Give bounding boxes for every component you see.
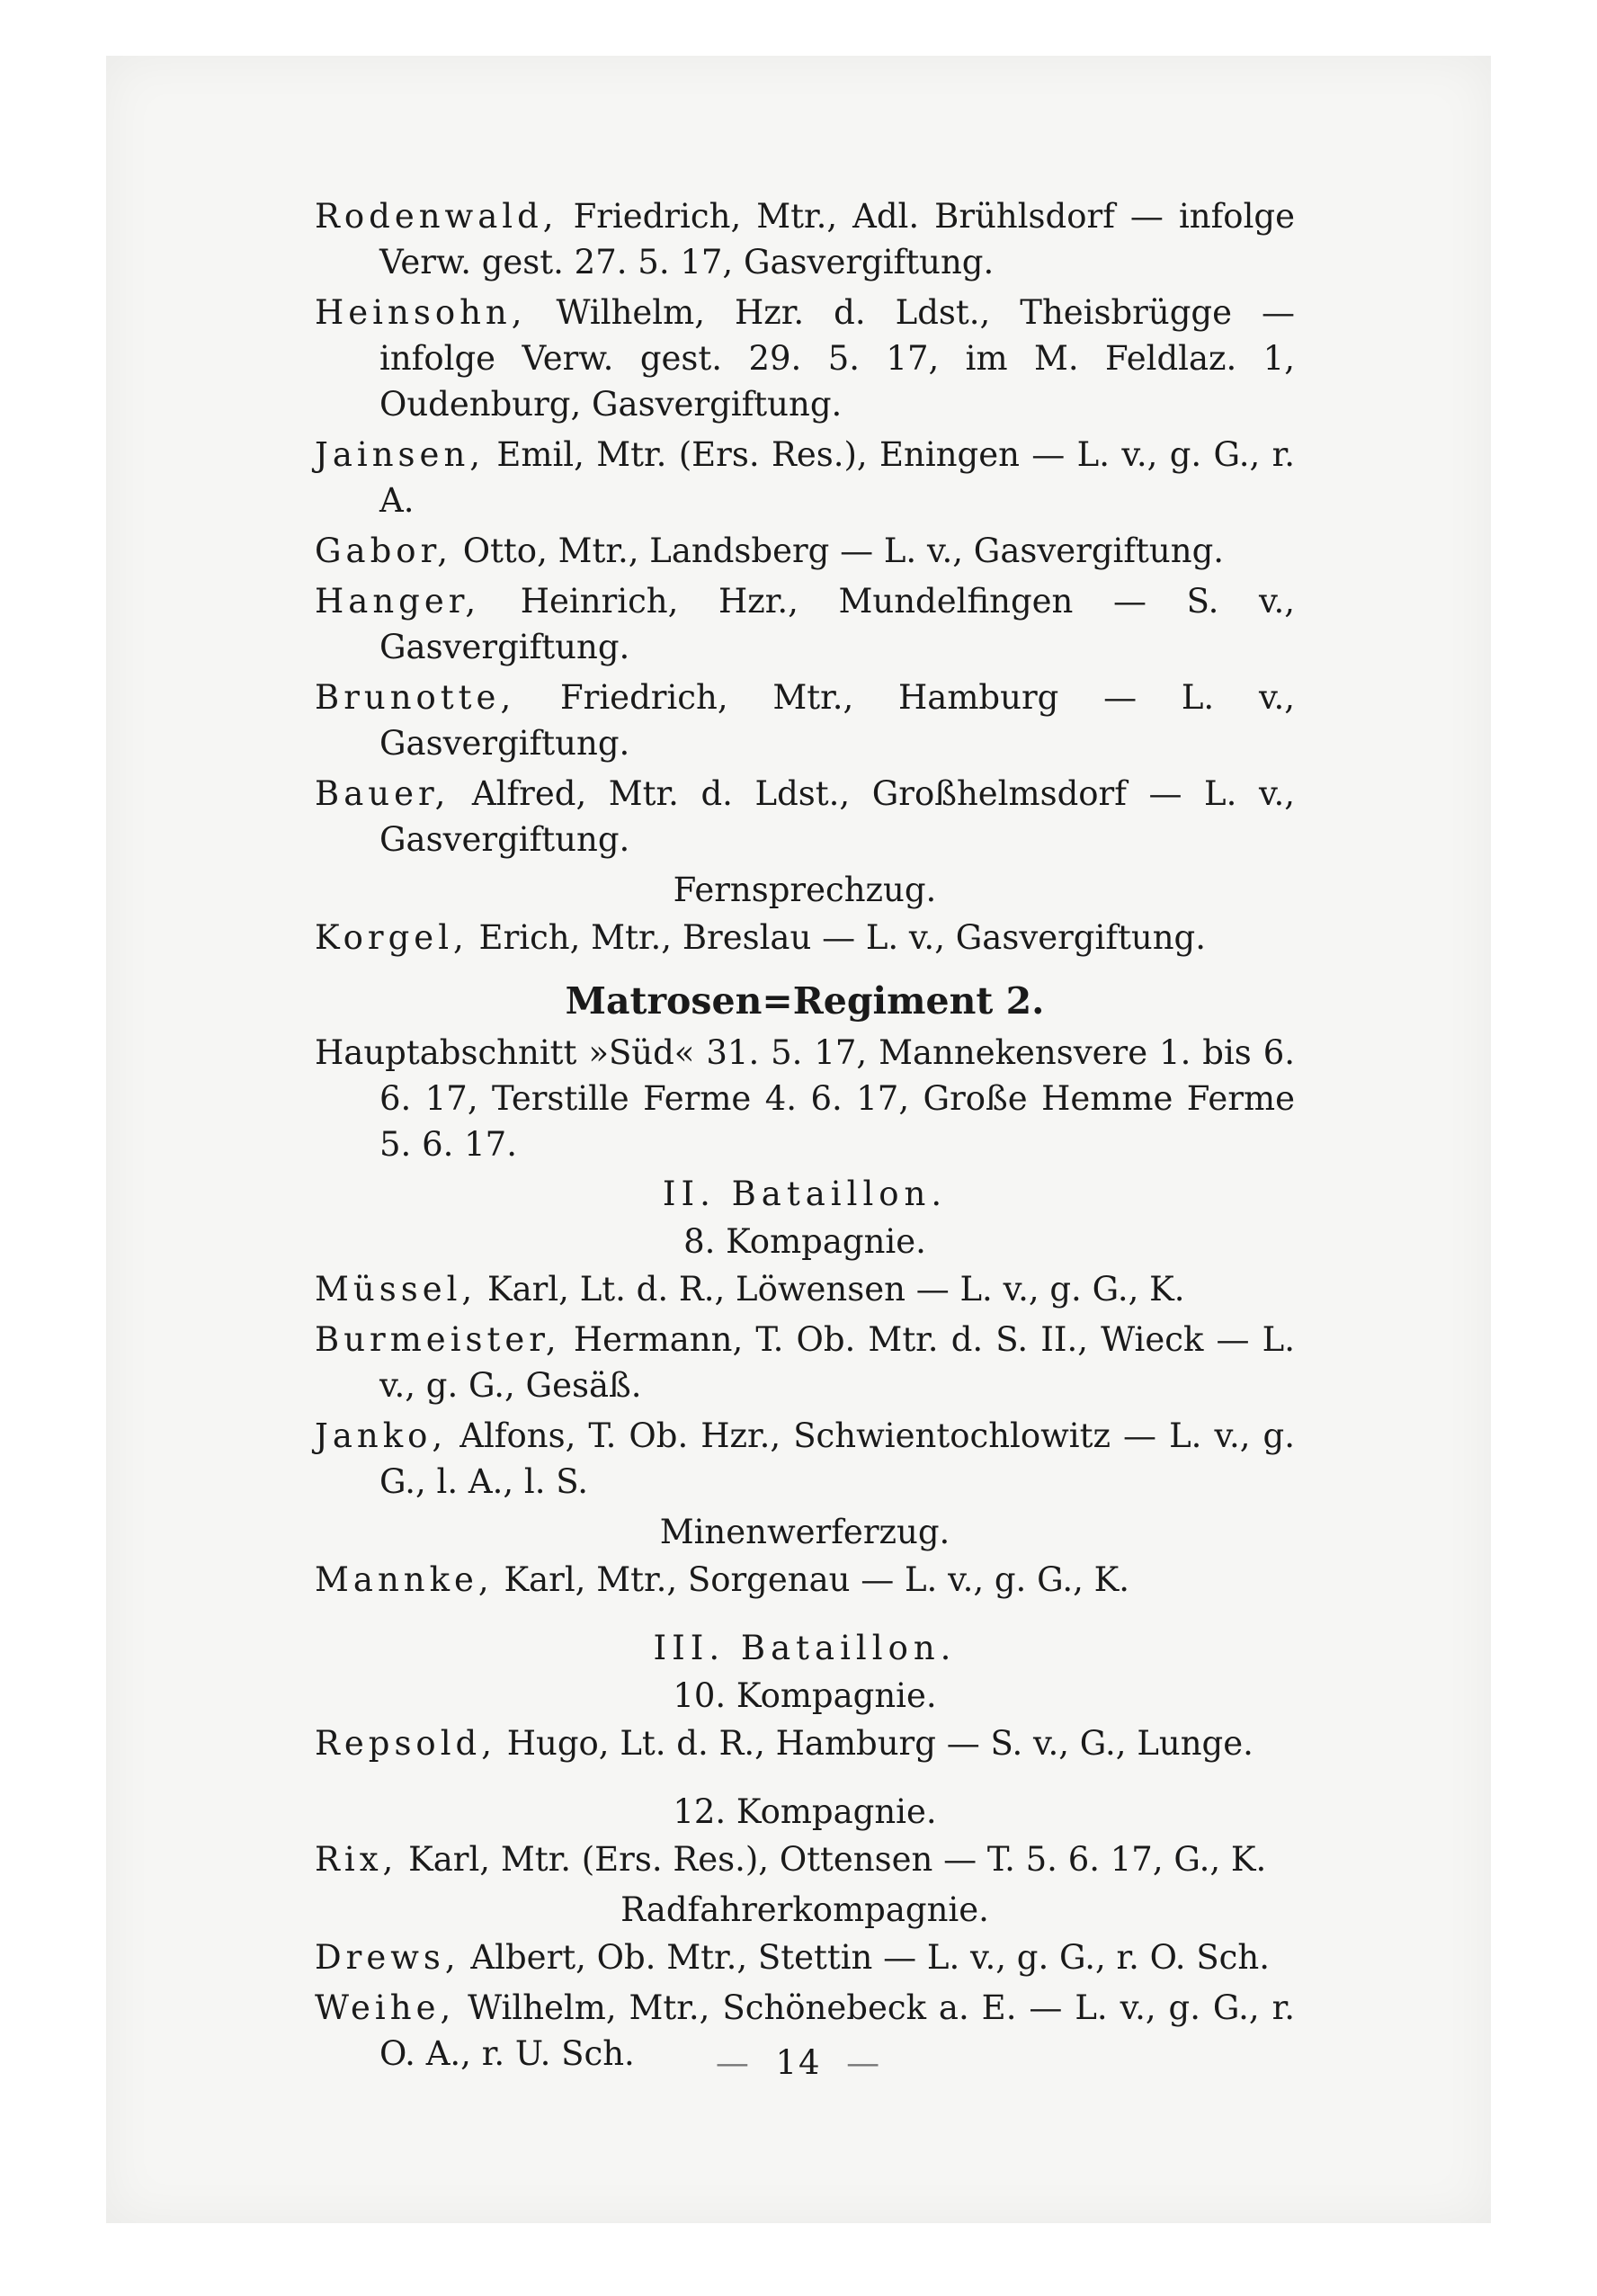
entry-surname: Rix, <box>315 1840 398 1879</box>
entry-surname: Hanger, <box>315 582 481 621</box>
page-number-footer <box>0 2043 1597 2082</box>
section-heading-minenwerferzug: Minenwerferzug. <box>659 1513 950 1551</box>
entry-details: Otto, Mtr., Landsberg — L. v., Gasvergiftung. <box>451 532 1225 570</box>
entry-details: Albert, Ob. Mtr., Stettin — L. v., g. G., r. O. Sch. <box>459 1938 1270 1977</box>
entry-surname: Weihe, <box>315 1988 456 2027</box>
entry-details: Hermann, T. Ob. Mtr. d. S. II., Wieck — L. v., g. G., Gesäß. <box>379 1320 1295 1405</box>
entry-surname: Drews, <box>315 1938 460 1977</box>
entry-details: Heinrich, Hzr., Mundelfingen — S. v., Gasvergiftung. <box>379 582 1295 666</box>
entry-details: Wilhelm, Mtr., Schönebeck a. E. — L. v., g. G., r. O. A., r. U. Sch. <box>379 1988 1295 2073</box>
casualty-entry <box>315 675 1295 766</box>
entry-surname: Heinsohn, <box>315 293 527 332</box>
entry-surname: Müssel, <box>315 1270 477 1309</box>
entry-details: Alfons, T. Ob. Hzr., Schwientochlowitz — L. v., g. G., l. A., l. S. <box>379 1416 1295 1501</box>
casualty-entry <box>315 1557 1295 1603</box>
section-heading-fernsprechzug: Fernsprechzug. <box>673 871 937 909</box>
casualty-entry <box>315 1317 1295 1408</box>
casualty-entry <box>315 915 1295 960</box>
entry-details: Hugo, Lt. d. R., Hamburg — S. v., G., Lunge. <box>495 1724 1254 1763</box>
casualty-entry <box>315 290 1295 427</box>
entry-surname: Bauer, <box>315 774 451 813</box>
regiment-heading: Matrosen=Regiment 2. <box>565 979 1045 1023</box>
casualty-entry <box>315 1720 1295 1766</box>
entry-details: Wilhelm, Hzr. d. Ldst., Theisbrügge — infolge Verw. gest. 29. 5. 17, im M. Feldlaz. 1, Oudenburg, Gasvergiftung. <box>379 293 1295 424</box>
entry-surname: Gabor, <box>315 532 452 570</box>
entry-details: Karl, Mtr., Sorgenau — L. v., g. G., K. <box>493 1560 1130 1599</box>
casualty-entry <box>315 1266 1295 1312</box>
page-number-dash-left: — <box>715 2043 751 2082</box>
entry-details: Emil, Mtr. (Ers. Res.), Eningen — L. v., g. G., r. A. <box>379 435 1295 520</box>
entry-surname: Korgel, <box>315 918 468 957</box>
casualty-entry <box>315 771 1295 862</box>
entry-details: Erich, Mtr., Breslau — L. v., Gasvergiftung. <box>468 918 1206 957</box>
entry-details: Karl, Lt. d. R., Löwensen — L. v., g. G., K. <box>477 1270 1185 1309</box>
entry-details: Alfred, Mtr. d. Ldst., Großhelmsdorf — L. v., Gasvergiftung. <box>379 774 1295 859</box>
regiment-intro: Hauptabschnitt »Süd« 31. 5. 17, Mannekensvere 1. bis 6. 6. 17, Terstille Ferme 4. 6. 17, Große Hemme Ferme 5. 6. 17. <box>315 1033 1295 1164</box>
entry-details: Friedrich, Mtr., Adl. Brühlsdorf — infolge Verw. gest. 27. 5. 17, Gasvergiftung. <box>379 197 1295 281</box>
casualty-entry <box>315 1413 1295 1505</box>
entry-surname: Burmeister, <box>315 1320 561 1359</box>
company-heading-8: 8. Kompagnie. <box>683 1222 926 1261</box>
entry-surname: Mannke, <box>315 1560 494 1599</box>
company-heading-12: 12. Kompagnie. <box>673 1792 937 1831</box>
casualty-entry <box>315 528 1295 574</box>
entry-surname: Repsold, <box>315 1724 496 1763</box>
casualty-entry <box>315 1836 1295 1882</box>
page-number-dash-right: — <box>846 2043 882 2082</box>
casualty-entry <box>315 1934 1295 1980</box>
entry-surname: Brunotte, <box>315 678 516 717</box>
entry-surname: Rodenwald, <box>315 197 558 236</box>
casualty-entry <box>315 193 1295 285</box>
battalion-heading-2: II. Bataillon. <box>662 1175 948 1213</box>
page-number: 14 <box>775 2043 822 2082</box>
entry-details: Friedrich, Mtr., Hamburg — L. v., Gasvergiftung. <box>379 678 1295 763</box>
casualty-entry <box>315 578 1295 670</box>
entry-surname: Jainsen, <box>315 435 486 474</box>
casualty-entry <box>315 432 1295 523</box>
entry-details: Karl, Mtr. (Ers. Res.), Ottensen — T. 5. 6. 17, G., K. <box>397 1840 1267 1879</box>
entry-surname: Janko, <box>315 1416 448 1455</box>
section-heading-radfahrerkompagnie: Radfahrerkompagnie. <box>620 1890 989 1929</box>
battalion-heading-3: III. Bataillon. <box>653 1629 957 1667</box>
document-body <box>315 193 1295 2081</box>
company-heading-10: 10. Kompagnie. <box>673 1676 937 1715</box>
